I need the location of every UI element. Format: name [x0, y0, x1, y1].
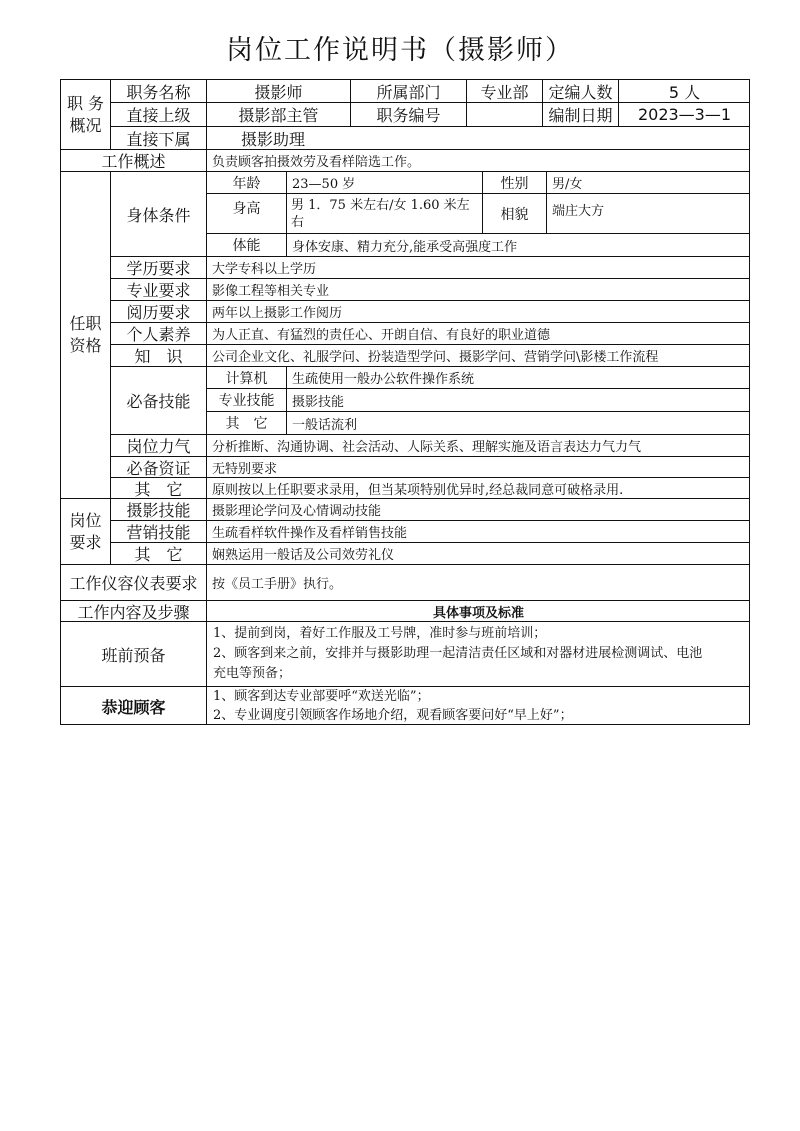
post-other-value: 娴熟运用一般话及公司效劳礼仪: [206, 542, 750, 564]
experience-label: 阅历要求: [110, 300, 206, 322]
sex-label: 性别: [482, 171, 546, 193]
knowledge-label: 知 识: [110, 344, 206, 366]
pre-shift-line-2: 2、顾客到来之前，安排并与摄影助理一起清洁责任区域和对器材进展检测调试、电池: [213, 646, 703, 661]
pro-skill-value: 摄影技能: [286, 388, 750, 411]
instrument-label: 工作仪容仪表要求: [60, 564, 206, 600]
job-name-value: 摄影师: [206, 79, 350, 102]
stamina-value: 身体安康、精力充分,能承受高强度工作: [286, 233, 750, 256]
knowledge-value: 公司企业文化、礼服学问、扮装造型学问、摄影学问、营销学问\影楼工作流程: [206, 344, 750, 366]
sales-skill-value: 生疏看样软件操作及看样销售技能: [206, 520, 750, 542]
summary-value: 负责顾客拍摄效劳及看样陪选工作。: [206, 149, 750, 171]
sales-skill-label: 营销技能: [110, 520, 206, 542]
subordinate-label: 直接下属: [110, 126, 206, 149]
steps-header: 具体事项及标准: [206, 600, 750, 621]
other-requirement-value: 原则按以上任职要求录用，但当某项特别优异时,经总裁同意可破格录用.: [206, 477, 750, 498]
looks-label: 相貌: [482, 193, 546, 233]
job-description-table: [60, 79, 750, 725]
welcome-content: [206, 686, 750, 725]
superior-value: 摄影部主管: [206, 102, 350, 126]
quality-label: 个人素养: [110, 322, 206, 344]
superior-label: 直接上级: [110, 102, 206, 126]
certificate-value: 无特别要求: [206, 456, 750, 477]
ability-label: 岗位力气: [110, 434, 206, 456]
major-value: 影像工程等相关专业: [206, 278, 750, 300]
other-skill-label: 其 它: [206, 411, 286, 434]
post-section-label: 岗位 要求: [60, 498, 110, 564]
quota-value: 5 人: [618, 79, 750, 102]
photo-skill-value: 摄影理论学问及心情调动技能: [206, 498, 750, 520]
age-label: 年龄: [206, 171, 286, 193]
welcome-line-1: 1、顾客到达专业部要呼“欢送光临”；: [213, 689, 430, 704]
looks-value: 端庄大方: [546, 193, 750, 233]
quota-label: 定编人数: [542, 79, 618, 102]
pro-skill-label: 专业技能: [206, 388, 286, 411]
pre-shift-content: [206, 621, 750, 686]
major-label: 专业要求: [110, 278, 206, 300]
date-value: 2023—3—1: [618, 102, 750, 126]
instrument-value: 按《员工手册》执行。: [206, 564, 750, 600]
overview-section-label: 职 务 概况: [60, 79, 110, 149]
pre-shift-line-1: 1、提前到岗，着好工作服及工号牌，准时参与班前培训；: [213, 626, 547, 641]
age-value: 23—50 岁: [286, 171, 482, 193]
sex-value: 男/女: [546, 171, 750, 193]
ability-value: 分析推断、沟通协调、社会活动、人际关系、理解实施及语言表达力气力气: [206, 434, 750, 456]
steps-label: 工作内容及步骤: [60, 600, 206, 621]
education-label: 学历要求: [110, 256, 206, 278]
dept-label: 所属部门: [350, 79, 466, 102]
post-other-label: 其 它: [110, 542, 206, 564]
body-condition-label: 身体条件: [110, 171, 206, 256]
other-requirement-label: 其 它: [110, 477, 206, 498]
dept-value: 专业部: [466, 79, 542, 102]
height-line-2: 右: [291, 214, 305, 230]
job-name-label: 职务名称: [110, 79, 206, 102]
experience-value: 两年以上摄影工作阅历: [206, 300, 750, 322]
height-value: [286, 193, 482, 233]
welcome-line-2: 2、专业调度引领顾客作场地介绍，观看顾客要问好“早上好”；: [213, 708, 573, 723]
welcome-label: 恭迎顾客: [60, 686, 206, 725]
certificate-label: 必备资证: [110, 456, 206, 477]
job-no-label: 职务编号: [350, 102, 466, 126]
subordinate-value: 摄影助理: [206, 126, 750, 149]
stamina-label: 体能: [206, 233, 286, 256]
date-label: 编制日期: [542, 102, 618, 126]
computer-label: 计算机: [206, 366, 286, 388]
pre-shift-line-3: 充电等预备；: [213, 666, 292, 681]
photo-skill-label: 摄影技能: [110, 498, 206, 520]
other-skill-value: 一般话流利: [286, 411, 750, 434]
qualification-section-label: 任职 资格: [60, 171, 110, 498]
pre-shift-label: 班前预备: [60, 621, 206, 686]
education-value: 大学专科以上学历: [206, 256, 750, 278]
quality-value: 为人正直、有猛烈的责任心、开朗自信、有良好的职业道德: [206, 322, 750, 344]
summary-label: 工作概述: [60, 149, 206, 171]
page-title: 岗位工作说明书（摄影师）: [226, 35, 574, 66]
computer-value: 生疏使用一般办公软件操作系统: [286, 366, 750, 388]
height-line-1: 男 1．75 米左右/女 1.60 米左: [291, 197, 470, 213]
job-no-value: [466, 102, 542, 126]
height-label: 身高: [206, 193, 286, 233]
skills-label: 必备技能: [110, 366, 206, 434]
